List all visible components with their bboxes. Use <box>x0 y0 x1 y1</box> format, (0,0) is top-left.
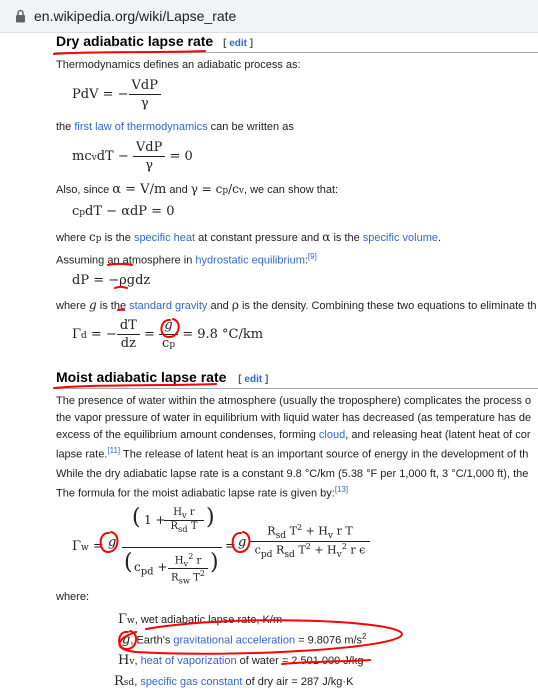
definition-gamma-w: Γw, wet adiabatic lapse rate, K/m <box>118 612 283 627</box>
underline-atmosphere <box>108 264 132 265</box>
url-text[interactable]: en.wikipedia.org/wiki/Lapse_rate <box>34 8 237 24</box>
equation-moist-lapse-rate: Γw = g ( 1 + $H_v$ r $R_{sd}$ T ) ( $c_{pd}$ + $H_v^2$ r $R_{sw}$ $T^2$ ) = g $R_{sd}$ $T^2 + H_v$ r T $c_{pd}$ $R_{sd}$ $T^2 + H_v^2$ r ϵ <box>72 505 372 590</box>
paragraph: Thermodynamics defines an adiabatic process as: <box>56 59 301 71</box>
circle-g-dry <box>161 319 178 337</box>
paragraph: where cp is the specific heat at constant pressure and α is the specific volume. <box>56 230 442 244</box>
paragraph-line: the vapor pressure of water in equilibrium with liquid water has decreased (as temperature has de <box>56 412 532 424</box>
reference-13[interactable]: [13] <box>334 485 349 494</box>
section-heading-dry: Dry adiabatic lapse rate [ edit ] <box>56 33 254 49</box>
equation-cp: cpdT − αdP = 0 <box>72 204 175 219</box>
equation-dry-lapse-rate: Γd = − $\frac{dT}{dz}$ = $\frac{g}{cp}$ = 9.8 °C/km <box>72 318 264 351</box>
underline-dry-heading <box>54 51 205 54</box>
article-content <box>0 32 538 691</box>
link-heat-of-vaporization[interactable]: heat of vaporization <box>140 655 237 667</box>
paragraph-line: lapse rate.[11] The release of latent heat is an important source of energy in the development of th <box>56 446 529 461</box>
link-hydrostatic-equilibrium[interactable]: hydrostatic equilibrium <box>195 254 305 267</box>
paragraph-line: While the dry adiabatic lapse rate is a constant 9.8 °C/km (5.38 °F per 1,000 ft, 3 °C/1,000 ft), the <box>56 468 529 480</box>
edit-link-moist[interactable]: [ edit ] <box>238 374 269 385</box>
link-cloud[interactable]: cloud <box>318 429 346 441</box>
red-annotation-overlay <box>0 32 538 691</box>
link-first-law[interactable]: first law of thermodynamics <box>74 121 208 133</box>
reference-11[interactable]: [11] <box>107 446 121 455</box>
paragraph: the first law of thermodynamics can be written as <box>56 121 294 133</box>
definition-hv: Hv, heat of vaporization of water = 2 501 000 J/kg <box>118 653 364 668</box>
address-bar[interactable] <box>0 0 538 33</box>
definition-rsd: Rsd, specific gas constant of dry air = 287 J/kg·K <box>114 674 354 689</box>
lock-icon <box>15 9 26 23</box>
strike-heat-of-vaporization <box>282 660 370 664</box>
paragraph-line: The formula for the moist adiabatic lapse rate is given by:[13] <box>56 485 349 500</box>
paragraph-line: The presence of water within the atmosphere (usually the troposphere) complicates the process o <box>56 395 532 407</box>
paragraph: where g is the standard gravity and ρ is the density. Combining these two equations to eliminate th <box>56 298 537 312</box>
edit-link-dry[interactable]: [ edit ] <box>223 38 254 49</box>
underline-moist-heading <box>54 384 216 388</box>
equation-first-law: mcvdT − $\frac{\text{VdP}}{\gamma}$ = 0 <box>72 140 193 173</box>
paragraph: Assuming an atmosphere in hydrostatic equilibrium:[9] <box>56 252 317 267</box>
ellipse-gravity-definition <box>119 620 402 654</box>
underline-rho <box>115 287 127 288</box>
equation-hydrostatic: dP = −ρgdz <box>72 273 151 288</box>
reference-9[interactable]: [9] <box>307 252 317 261</box>
circle-g-moist-left <box>101 532 118 552</box>
equation-adiabatic: PdV = − $\frac{\text{VdP}}{\gamma}$ <box>72 78 161 111</box>
link-specific-heat[interactable]: specific heat <box>133 232 196 244</box>
where-label: where: <box>56 591 90 603</box>
link-standard-gravity[interactable]: standard gravity <box>129 300 208 312</box>
definition-g: g, Earth's gravitational acceleration = 9.8076 $m/s^2$ <box>122 632 367 648</box>
link-gravitational-acceleration[interactable]: gravitational acceleration <box>173 634 296 647</box>
paragraph-line: excess of the equilibrium amount condenses, forming cloud, and releasing heat (latent heat of cor <box>56 429 531 441</box>
link-specific-gas-constant[interactable]: specific gas constant <box>140 676 243 688</box>
paragraph: Also, since α = V/m and γ = cp/cv, we can show that: <box>56 182 339 197</box>
section-heading-moist: Moist adiabatic lapse rate [ edit ] <box>56 369 269 385</box>
link-specific-volume[interactable]: specific volume <box>362 232 438 244</box>
circle-g-moist-right <box>233 532 250 552</box>
